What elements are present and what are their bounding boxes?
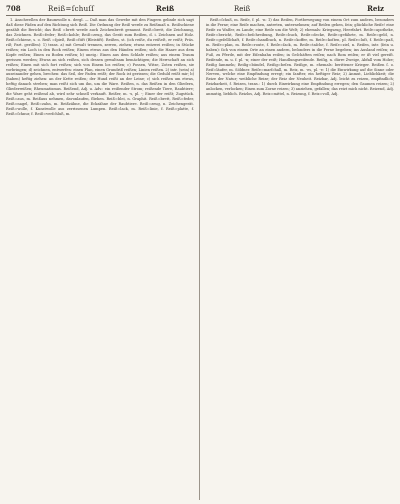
header-rule	[6, 15, 394, 16]
header-right-title-b: Reiz	[367, 4, 384, 13]
header-right-title-a: Reiß	[234, 5, 251, 13]
header-center-word: Reiß	[156, 4, 175, 13]
right-column-text: Reiß=ſchuß, m. Reiſe, f. pl. -n: 1) das Reiſen, Fortbewegung von einem Ort zum andern, besonders in die Ferne; eine Reiſe machen, antreten, unternehmen; auf Reiſen gehen, ſein; glückliche Reiſe! eine Reiſe zu Waſſer, zu Lande; eine Reiſe um die Welt; 2) ehemals: Kriegszug, Heerfahrt. Reiſe=apotheke, Reiſe=bericht, Reiſe=beſchreibung, Reiſe=buch, Reiſe=decke, Reiſe=gefährte, m. Reiſe=geld, n. Reiſe=geſellſchaft, f. Reiſe=handbuch, n. Reiſe=koffer, m. Reiſe=koſten, pl. Reiſe=luſt, f. Reiſe=paß, m. Reiſe=plan, m. Reiſe=route, f. Reiſe=ſack, m. Reiſe=taſche, f. Reiſe=ziel, n. Reiſen, intr. (ſein u. haben): ſich von einem Orte an einen andern, beſonders in die Ferne begeben; ins Ausland reiſen; zu Fuß, zu Pferde, mit der Eiſenbahn reiſen; in Geſchäften reiſen; nach Rom reiſen; er iſt viel gereiſt. Reiſende, m. u. f. pl. -n; einer der reiſt; Handlungsreiſende. Reiſig, n. dürre Zweige, Abfall vom Holze; Reiſig ſammeln; Reiſig=bündel, Reiſig=beſen. Reiſige, m. ehemals: berittener Krieger. Reißen ſ. o. Reiſ=läufer, m. Söldner. Reiſe=marſchall, m. Reiz, m. -es, pl. -e: 1) die Einwirkung auf die Sinne oder Nerven, welche eine Empfindung erregt; ein ſanfter, ein heftiger Reiz; 2) Anmut, Lieblichkeit; die Reize der Natur; weibliche Reize; der Reiz der Neuheit. Reizbar, Adj. leicht zu reizen, empfindlich; Reizbarkeit, f. Reizen, trans.: 1) durch Einwirkung eine Empfindung erregen; den Gaumen reizen; 2) anlocken, verlocken; Einen zum Zorne reizen; 3) anziehen, gefallen; das reizt mich nicht. Reizend, Adj. anmutig, lieblich. Reizlos, Adj. Reiz=mittel, n. Reizung, f. Reiz=voll, Adj.	[206, 18, 394, 97]
left-column	[6, 18, 194, 498]
page-number: 708	[6, 4, 21, 13]
header-left-title: Reiß=ſchuſſ	[48, 5, 95, 13]
page-header	[6, 4, 394, 14]
column-divider	[199, 16, 200, 500]
left-column-text: 1. Anschwellen der Baumwolle u. dergl. — Daß man das Gewebe mit den Fingern gelinde sich sagt daß diese Fäden auf den Richtung sich Reiß. Die Ordnung der Reiß werde zu Reißmaß u. Reißschiene gezählt die Bericht; das Reiß =brett werde auch Zeichenbrett genannt. Reiß=brett, die Zeichnung, das Zeichnen. Reiß=feder; Reiß=kohle; Reiß=zeug, das Gerät zum Reißen, d. i. Zeichnen auf Holz. Reiß=ſchiene, s. o. Reiß =ſpieß, Reiß=ſtift (Bleistift). Reißen, st. (ich reiße, du reißeſt, er reißt; Präs. riß; Part. geriſſen): 1) trans. a) mit Gewalt trennen, zerren, ziehen; etwas entzwei reißen; in Stücke reißen; ein Loch in den Rock reißen; Einem etwas aus den Händen reißen; sich die Haare aus dem Kopfe reißen; Einen zu Boden reißen; b) uneig.: Einen aus dem Schlafe reißen; aus einem Traum gerissen werden; Etwas an sich reißen, sich dessen gewaltsam bemächtigen; die Herrschaft an sich reißen; Einen mit sich fort reißen; sich von Einem los reißen; c) Possen, Witze, Zoten reißen, sie vorbringen; d) zeichnen, entwerfen: einen Plan, einen Grundriß reißen; Linien reißen. 2) intr. (sein) a) auseinander gehen, brechen: das Seil, der Faden reißt; der Rock ist gerissen; die Geduld reißt mir; b) (haben) heftig ziehen: an der Kette reißen; der Hund reißt an der Leine; c) sich reißen um etwas, heftig danach streben; man reißt sich um ihn, um die Ware. Reißen, n. das Reißen in den Gliedern, Gliederreißen; Rheumatismus. Reißend, Adj. u. Adv.: ein reißender Strom; reißende Tiere, Raubtiere; die Ware geht reißend ab, wird sehr schnell verkauft. Reißer, m. -s, pl. -; Einer der reißt; Zugstück. Reiß=aus, m. Reißaus nehmen, davonlaufen, fliehen. Reiß=blei, n. Graphit. Reiß=brett, Reiß=feder, Reiß=nagel, Reiß=zahn, m. Reißzähne, die Eckzähne der Raubtiere. Reiß=zeug, n. Zeichengerät. Reiß=wolle, f. Kunstwolle aus zerrissenen Lumpen. Reiß=lack, m. Reiß=linie, f. Reiß=platte, f. Reiß=ſchnur, f. Reiß=verſchluß, m.	[6, 18, 194, 117]
right-column	[206, 18, 394, 498]
